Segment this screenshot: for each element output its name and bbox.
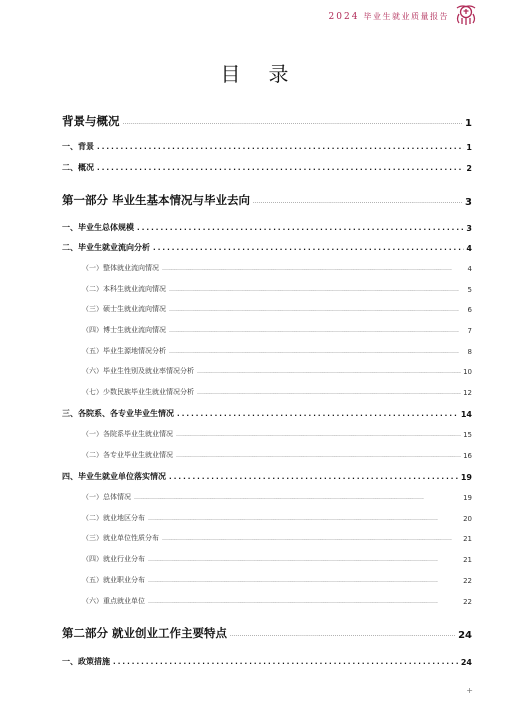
toc-entry[interactable] [62, 625, 472, 641]
toc-entry[interactable] [82, 263, 472, 273]
toc-entry-label: （四）就业行业分布 [82, 555, 145, 563]
toc-page-number: 22 [463, 577, 472, 585]
toc-leader-dots [162, 534, 461, 543]
toc-entry[interactable] [62, 192, 472, 208]
toc-entry-label: （六）重点就业单位 [82, 597, 145, 605]
toc-entry[interactable] [82, 533, 472, 543]
table-of-contents [62, 0, 472, 703]
toc-leader-dots [169, 305, 466, 314]
toc-leader-dots [97, 163, 464, 173]
toc-leader-dots [113, 657, 459, 667]
toc-leader-dots [148, 576, 461, 585]
toc-page-number: 3 [466, 224, 472, 233]
toc-page-number: 20 [463, 515, 472, 523]
toc-page-number: 8 [467, 348, 472, 356]
toc-page-number: 24 [460, 658, 472, 667]
toc-entry[interactable] [82, 284, 472, 294]
toc-leader-dots [177, 409, 459, 419]
toc-page-number: 12 [463, 389, 472, 397]
toc-entry-label: 三、各院系、各专业毕业生情况 [62, 409, 174, 418]
toc-entry-label: （四）博士生就业流向情况 [82, 326, 166, 334]
toc-entry-label: （五）毕业生源地情况分析 [82, 347, 166, 355]
report-title: 毕业生就业质量报告 [363, 11, 449, 21]
toc-page-number: 4 [467, 265, 472, 273]
toc-entry[interactable] [82, 450, 472, 460]
toc-entry-label: （一）整体就业流向情况 [82, 264, 159, 272]
toc-page-number: 10 [463, 368, 472, 376]
toc-page-number: 5 [467, 286, 472, 294]
toc-page-number: 24 [458, 630, 472, 641]
toc-entry[interactable] [82, 304, 472, 314]
toc-page-number: 4 [466, 244, 472, 253]
toc-entry-label: （五）就业职业分布 [82, 576, 145, 584]
toc-page-number: 21 [463, 556, 472, 564]
toc-entry[interactable] [62, 162, 472, 173]
page-title: 目录 [220, 62, 317, 86]
report-year: 2024 [328, 11, 360, 22]
toc-leader-dots [134, 493, 461, 502]
toc-entry-label: （二）就业地区分布 [82, 514, 145, 522]
toc-page-number: 14 [460, 410, 472, 419]
toc-entry-label: （三）硕士生就业流向情况 [82, 305, 166, 313]
toc-leader-dots [169, 285, 466, 294]
toc-leader-dots [230, 629, 456, 641]
toc-entry[interactable] [82, 429, 472, 439]
toc-leader-dots [197, 388, 461, 397]
toc-page-number: 19 [460, 473, 472, 482]
toc-entry[interactable] [82, 366, 472, 376]
toc-page-number: 22 [463, 598, 472, 606]
toc-entry[interactable] [82, 575, 472, 585]
toc-entry[interactable] [62, 141, 472, 152]
toc-entry-label: （二）各专业毕业生就业情况 [82, 451, 173, 459]
toc-leader-dots [169, 472, 459, 482]
toc-entry-label: 一、背景 [62, 142, 94, 151]
toc-leader-dots [97, 142, 464, 152]
footer-mark: + [466, 686, 473, 695]
toc-entry[interactable] [82, 554, 472, 564]
toc-entry-label: （三）就业单位性质分布 [82, 534, 159, 542]
toc-leader-dots [253, 196, 463, 208]
toc-leader-dots [169, 347, 466, 356]
toc-page-number: 21 [463, 535, 472, 543]
toc-leader-dots [197, 367, 461, 376]
toc-page-number: 3 [465, 197, 472, 208]
toc-page-number: 19 [463, 494, 472, 502]
toc-entry-label: （七）少数民族毕业生就业情况分析 [82, 388, 194, 396]
toc-leader-dots [148, 597, 461, 606]
toc-entry[interactable] [82, 387, 472, 397]
toc-page-number: 7 [467, 327, 472, 335]
toc-entry-label: 第一部分 毕业生基本情况与毕业去向 [62, 193, 251, 207]
toc-page-number: 1 [465, 118, 472, 129]
toc-entry[interactable] [62, 471, 472, 482]
toc-entry[interactable] [62, 242, 472, 253]
toc-leader-dots [137, 223, 464, 233]
toc-entry-label: （六）毕业生性别及就业率情况分析 [82, 367, 194, 375]
toc-leader-dots [162, 264, 466, 273]
toc-leader-dots [123, 117, 464, 129]
toc-page-number: 2 [466, 164, 472, 173]
toc-page-number: 6 [467, 306, 472, 314]
toc-leader-dots [176, 451, 461, 460]
toc-entry[interactable] [62, 113, 472, 129]
toc-entry-label: （一）各院系毕业生就业情况 [82, 430, 173, 438]
toc-entry[interactable] [62, 656, 472, 667]
toc-entry-label: 一、毕业生总体规模 [62, 223, 134, 232]
toc-leader-dots [169, 326, 466, 335]
toc-entry[interactable] [82, 596, 472, 606]
toc-entry[interactable] [82, 325, 472, 335]
toc-leader-dots [148, 514, 461, 523]
toc-entry[interactable] [62, 222, 472, 233]
toc-leader-dots [153, 243, 464, 253]
toc-entry[interactable] [82, 513, 472, 523]
toc-entry[interactable] [62, 408, 472, 419]
toc-entry[interactable] [82, 346, 472, 356]
toc-entry[interactable] [82, 492, 472, 502]
toc-entry-label: 四、毕业生就业单位落实情况 [62, 472, 166, 481]
toc-entry-label: 二、毕业生就业流向分析 [62, 243, 150, 252]
toc-entry-label: 二、概况 [62, 163, 94, 172]
toc-page-number: 15 [463, 431, 472, 439]
toc-entry-label: （二）本科生就业流向情况 [82, 285, 166, 293]
toc-entry-label: （一）总体情况 [82, 493, 131, 501]
toc-page-number: 1 [466, 143, 472, 152]
toc-leader-dots [148, 555, 461, 564]
toc-entry-label: 第二部分 就业创业工作主要特点 [62, 626, 228, 640]
toc-page-number: 16 [463, 452, 472, 460]
toc-entry-label: 背景与概况 [62, 114, 120, 128]
toc-leader-dots [176, 430, 461, 439]
toc-entry-label: 一、政策措施 [62, 657, 110, 666]
